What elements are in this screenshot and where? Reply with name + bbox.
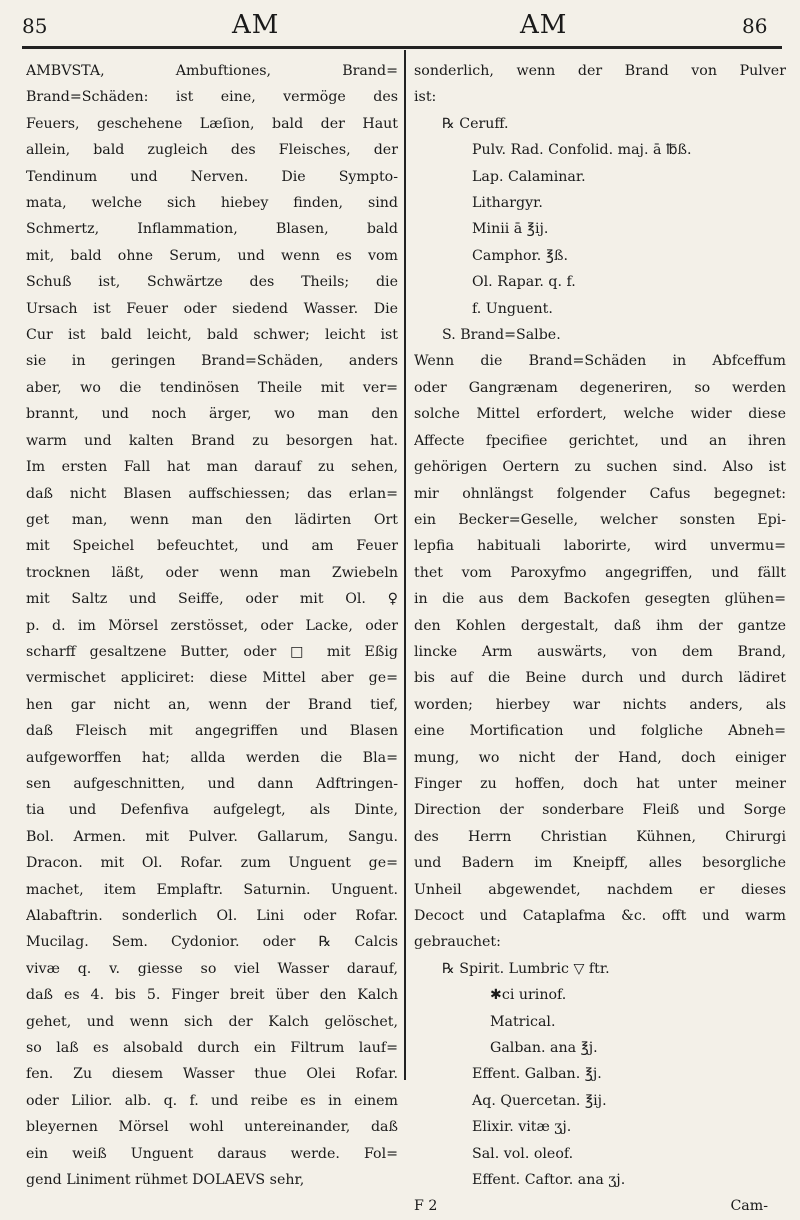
text-line: Im ersten Fall hat man darauf zu sehen, [26,459,398,476]
text-line: ℞ Ceruff. [442,115,509,132]
text-line: Dracon. mit Ol. Rofar. zum Unguent ge= [26,855,398,872]
text-line: Sal. vol. oleof. [472,1145,574,1162]
text-line: Tendinum und Nerven. Die Sympto- [26,168,398,185]
text-line: thet vom Paroxyfmo angegriffen, und fällt [414,564,786,581]
page-number-right: 86 [742,14,768,38]
text-line: solche Mittel erfordert, welche wider diese [414,406,786,423]
text-line: Ol. Rapar. q. f. [472,274,576,291]
text-line: Lap. Calaminar. [472,168,586,185]
page-number-left: 85 [22,14,48,38]
text-line: Aq. Quercetan. ℥ij. [472,1092,607,1109]
text-line: daß es 4. bis 5. Finger breit über den Kalch [26,987,398,1004]
text-line: Minii ā ℥ij. [472,221,549,238]
right-column-main [414,322,786,956]
header-rule [22,46,782,49]
text-line: gebrauchet: [414,934,501,951]
text-line: gehet, und wenn sich der Kalch gelöschet, [26,1013,398,1030]
text-line: Brand=Schäden: ist eine, vermöge des [26,89,398,106]
text-line: eine Mortification und folgliche Abneh= [414,723,786,740]
text-line: oder Gangrænam degeneriren, so werden [414,379,786,396]
text-line: Camphor. ℥ß. [472,247,568,264]
column-divider [404,50,406,1080]
text-line: machet, item Emplaftr. Saturnin. Unguent. [26,881,398,898]
text-line: Effent. Galban. ℥j. [472,1066,602,1083]
text-line: sie in geringen Brand=Schäden, anders [26,353,398,370]
text-line: Finger zu hoffen, doch hat unter meiner [414,775,786,792]
text-line: ein weiß Unguent daraus werde. Fol= [26,1145,398,1162]
text-line: p. d. im Mörsel zerstösset, oder Lacke, oder [26,617,398,634]
text-line: mata, welche sich hiebey finden, sind [26,195,398,212]
text-line: Ursach ist Feuer oder siedend Wasser. Die [26,300,398,317]
text-line: Cur ist bald leicht, bald schwer; leicht ist [26,327,398,344]
text-line: daß nicht Blasen auffschiessen; das erlan= [26,485,398,502]
text-line: allein, bald zugleich des Fleisches, der [26,142,398,159]
text-line: tia und Defenfiva aufgelegt, als Dinte, [26,802,398,819]
text-line: mit Speichel befeuchtet, und am Feuer [26,538,398,555]
text-line: Affecte fpecifiee gerichtet, und an ihren [414,432,786,449]
text-line: brannt, und noch ärger, wo man den [26,406,398,423]
text-line: ℞ Spirit. Lumbric ▽ ftr. [442,960,610,977]
text-line: ist: [414,89,437,106]
text-line: Lithargyr. [472,195,543,212]
text-line: Mucilag. Sem. Cydonior. oder ℞ Calcis [26,934,398,951]
text-line: gend Liniment rühmet DOLAEVS sehr, [26,1172,305,1189]
text-line: Direction der sonderbare Fleiß und Sorge [414,802,786,819]
text-line: Pulv. Rad. Confolid. maj. ā ℔ß. [472,142,692,159]
text-line: vermischet appliciret: diese Mittel aber ge= [26,670,398,687]
text-line: lincke Arm auswärts, von dem Brand, [414,643,786,660]
running-head-left: AM [232,10,280,40]
text-line: Galban. ana ℥j. [490,1040,598,1057]
page-footer [414,1193,786,1219]
text-line: und Badern im Kneipff, alles besorgliche [414,855,786,872]
text-line: Effent. Caftor. ana ʒj. [472,1172,626,1189]
text-line: Schuß ist, Schwärtze des Theils; die [26,274,398,291]
catchword: Cam- [730,1198,768,1215]
text-line: gehörigen Oertern zu suchen sind. Also ist [414,459,786,476]
text-line: mit, bald ohne Serum, und wenn es vom [26,247,398,264]
text-line: mit Saltz und Seiffe, oder mit Ol. ♀ [26,591,398,608]
text-line: ✱ci urinof. [490,987,567,1004]
text-line: bis auf die Beine durch und durch lädiret [414,670,786,687]
text-line: des Herrn Christian Kühnen, Chirurgi [414,828,786,845]
text-line: worden; hierbey war nichts anders, als [414,696,786,713]
text-line: mir ohnlängst folgender Cafus begegnet: [414,485,786,502]
text-line: ein Becker=Geselle, welcher sonsten Epi- [414,511,786,528]
text-line: Schmertz, Inflammation, Blasen, bald [26,221,398,238]
running-head-right: AM [520,10,568,40]
text-line: in die aus dem Backofen gesegten glühen= [414,591,786,608]
text-line: f. Unguent. [472,300,553,317]
text-line: mung, wo nicht der Hand, doch einiger [414,749,786,766]
right-column [414,58,786,1220]
text-line: Alabaftrin. sonderlich Ol. Lini oder Rofar. [26,908,398,924]
signature-mark: F 2 [414,1198,438,1215]
text-line: den Kohlen dergestalt, daß ihm der gantze [414,617,786,634]
recipe-block-1 [414,111,786,322]
text-line: oder Lilior. alb. q. f. und reibe es in einem [26,1092,398,1109]
text-line: Bol. Armen. mit Pulver. Gallarum, Sangu. [26,828,398,845]
text-line: Matrical. [490,1013,556,1030]
text-line: Feuers, geschehene Læſion, bald der Haut [26,115,398,132]
page-header [0,6,800,46]
text-line: AMBVSTA, Ambuftiones, Brand= [26,63,398,79]
text-line: trocknen läßt, oder wenn man Zwiebeln [26,564,398,581]
text-line: sonderlich, wenn der Brand von Pulver [414,63,786,79]
text-line: sen aufgeschnitten, und dann Adftringen- [26,775,398,792]
text-line: lepfia habituali laborirte, wird unvermu= [414,538,786,555]
text-line: Unheil abgewendet, nachdem er dieses [414,881,786,898]
text-line: S. Brand=Salbe. [442,327,561,344]
text-line: Decoct und Cataplafma &c. offt und warm [414,908,786,924]
text-line: Wenn die Brand=Schäden in Abfceffum [414,353,786,370]
text-line: hen gar nicht an, wenn der Brand tief, [26,696,398,713]
text-line: aber, wo die tendinösen Theile mit ver= [26,379,398,396]
text-line: daß Fleisch mit angegriffen und Blasen [26,723,398,740]
text-line: warm und kalten Brand zu besorgen hat. [26,432,398,449]
text-line: fen. Zu diesem Wasser thue Olei Rofar. [26,1066,398,1083]
text-line: Elixir. vitæ ʒj. [472,1119,572,1136]
right-column-intro [414,58,786,111]
text-line: so laß es alsobald durch ein Filtrum lauf= [26,1040,398,1057]
left-column [26,58,398,1193]
text-line: vivæ q. v. giesse so viel Wasser darauf, [26,960,398,977]
text-line: get man, wenn man den lädirten Ort [26,511,398,528]
text-line: aufgeworffen hat; allda werden die Bla= [26,749,398,766]
recipe-block-2 [414,956,786,1194]
text-line: scharff gesaltzene Butter, oder □ mit Eßig [26,643,398,660]
text-line: bleyernen Mörsel wohl untereinander, daß [26,1119,398,1136]
